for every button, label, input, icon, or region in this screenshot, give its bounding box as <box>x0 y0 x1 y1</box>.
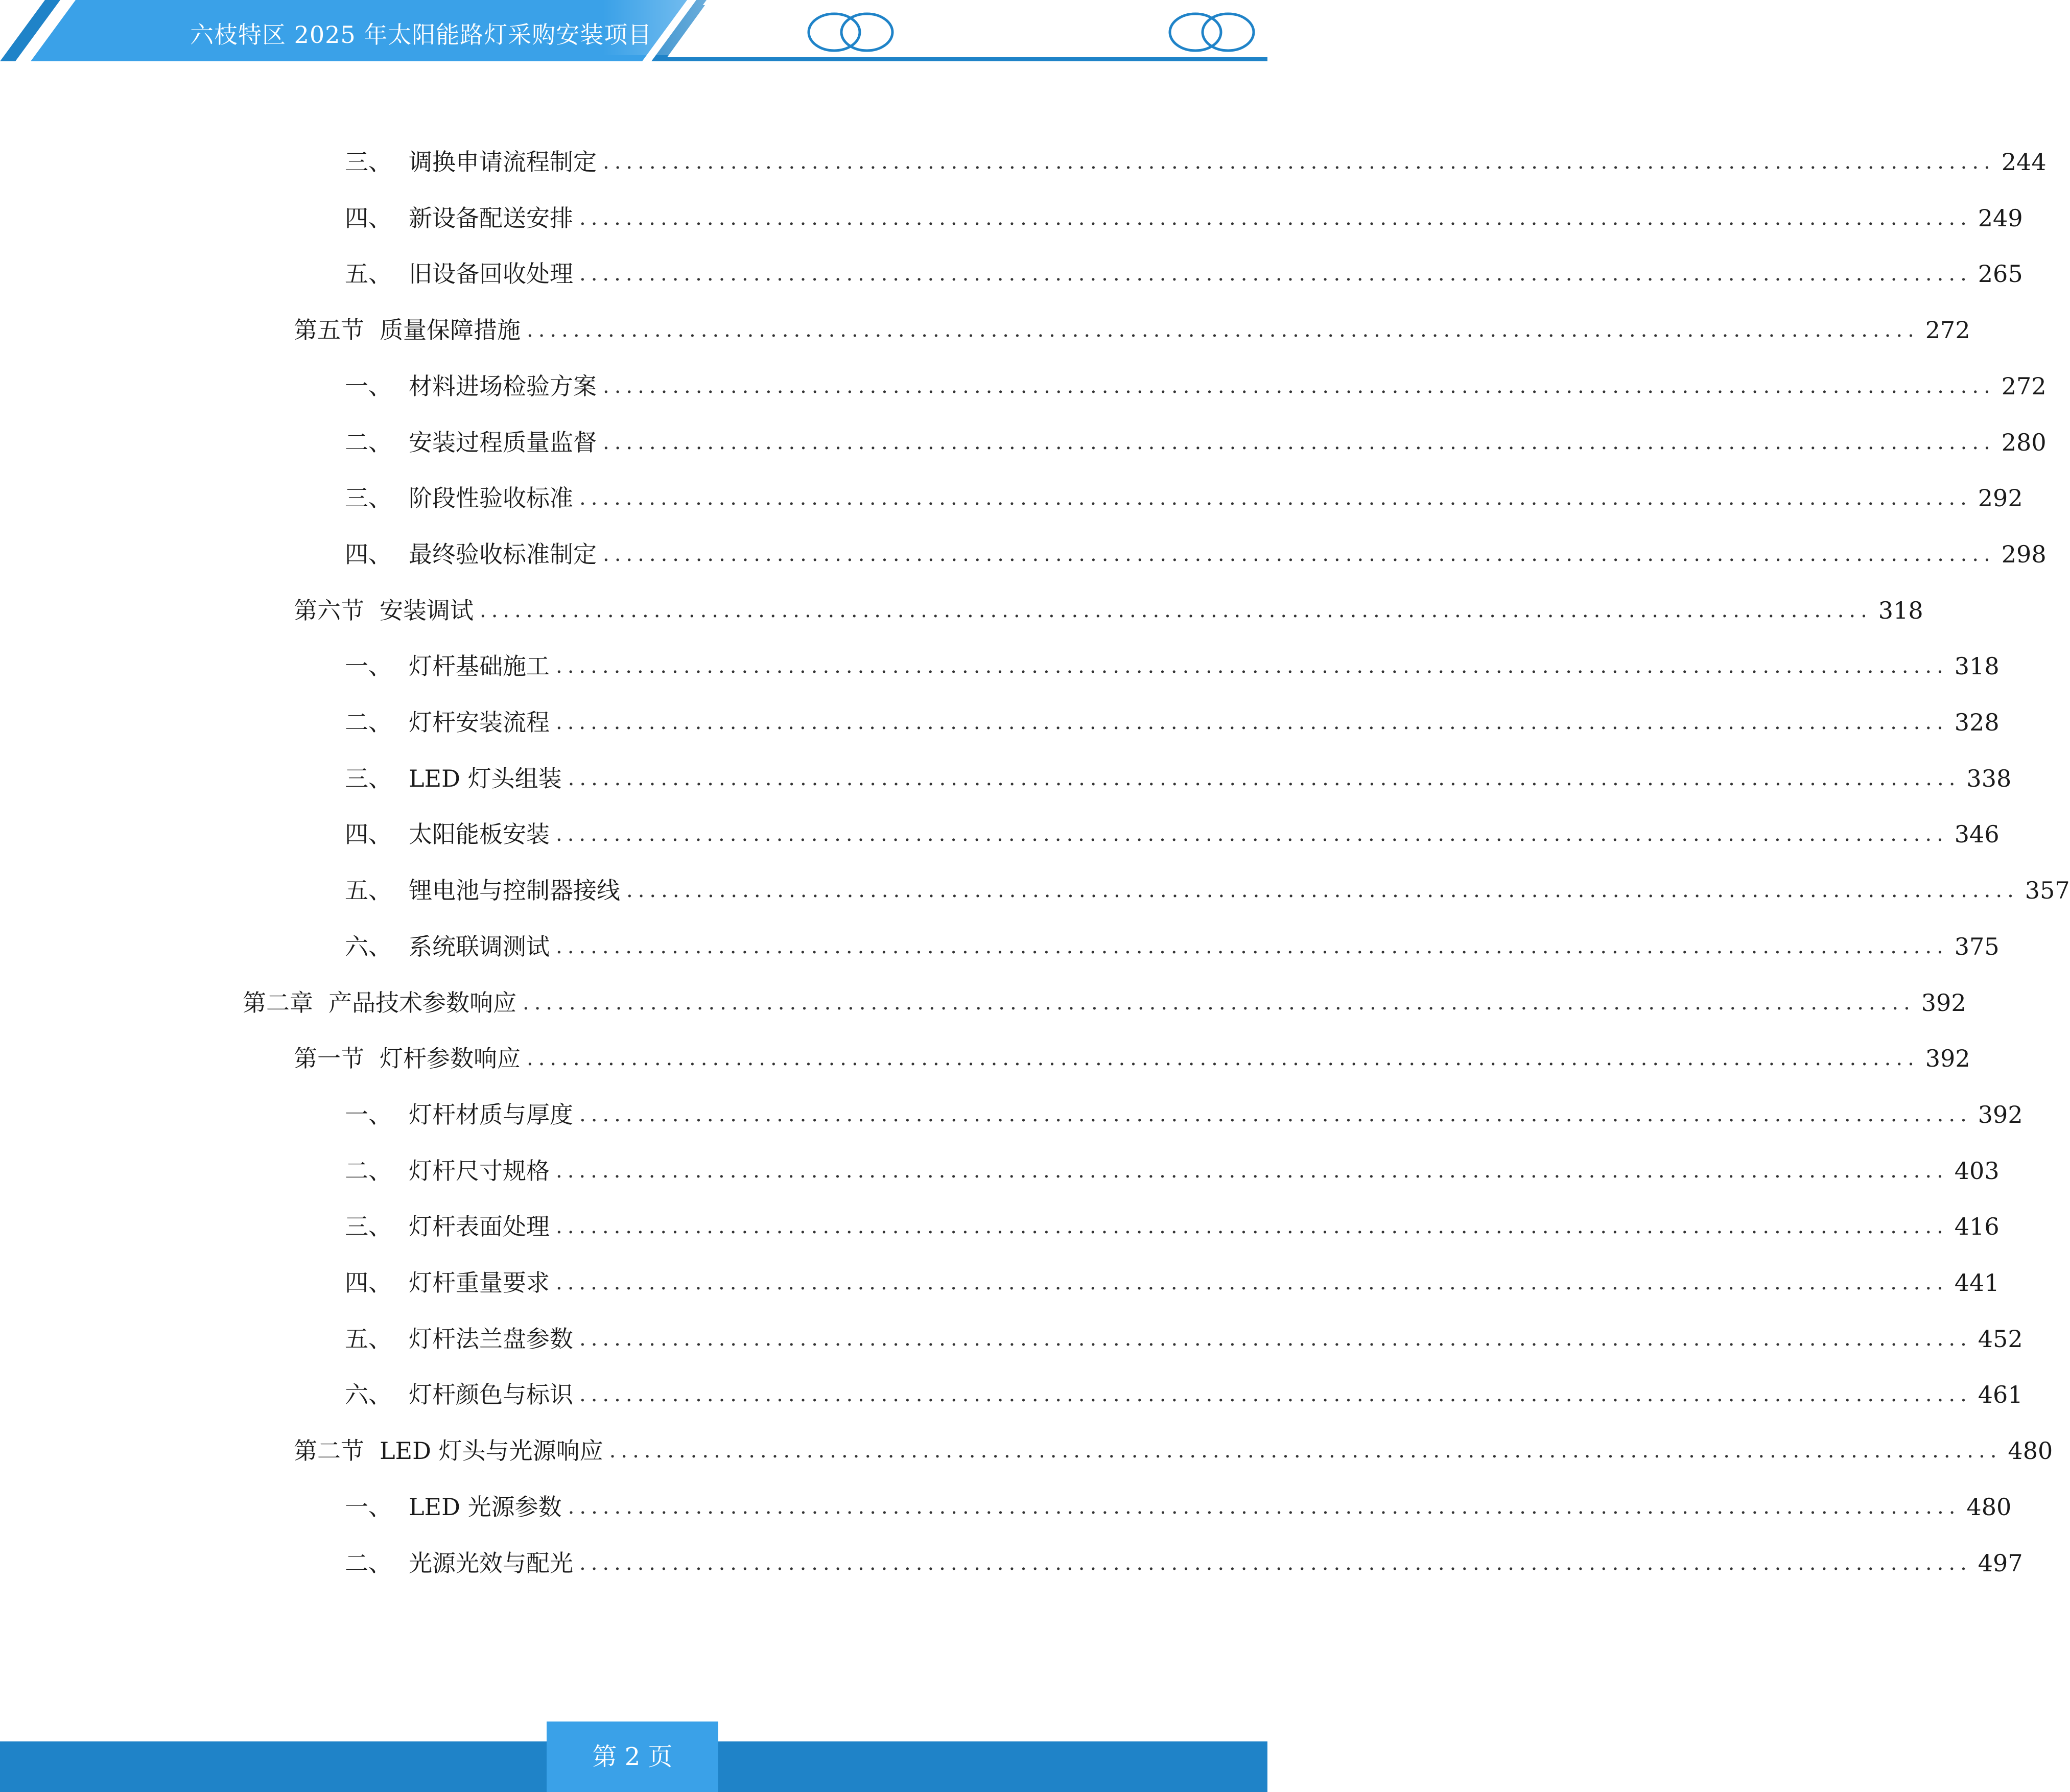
toc-entry-page: 497 <box>1978 1549 2023 1577</box>
toc-dot-leader: ........................................................................................................................ <box>603 374 1995 398</box>
toc-entry[interactable] <box>345 536 2047 572</box>
toc-entry-page: 318 <box>1954 652 2000 680</box>
toc-entry-title: 灯杆参数响应 <box>380 1045 521 1072</box>
toc-dot-leader: ........................................................................................................................ <box>579 206 1972 230</box>
toc-dot-leader: ........................................................................................................................ <box>523 991 1915 1015</box>
toc-entry-page: 392 <box>1921 989 1966 1017</box>
toc-entry-page: 346 <box>1954 820 2000 848</box>
toc-entry[interactable] <box>345 761 2012 796</box>
toc-dot-leader: ........................................................................................................................ <box>556 822 1948 846</box>
toc-entry-page: 416 <box>1954 1213 2000 1240</box>
toc-entry-number: 四、 <box>345 540 392 568</box>
toc-dot-leader: ........................................................................................................................ <box>579 1327 1972 1351</box>
toc-entry-title: 灯杆基础施工 <box>409 652 550 680</box>
toc-dot-leader: ........................................................................................................................ <box>579 486 1972 510</box>
toc-entry-page: 280 <box>2001 429 2047 456</box>
toc-entry[interactable] <box>345 480 2023 516</box>
toc-entry-title: LED 灯头组装 <box>409 765 562 792</box>
toc-entry-number: 三、 <box>345 1213 392 1240</box>
toc-entry[interactable] <box>294 1041 1970 1076</box>
toc-entry[interactable] <box>345 1153 2000 1189</box>
toc-entry-title: 灯杆颜色与标识 <box>409 1381 573 1408</box>
toc-entry-page: 272 <box>1925 316 1970 344</box>
toc-entry-number: 第一节 <box>294 1045 364 1072</box>
rings-logo-icon <box>805 11 897 53</box>
toc-dot-leader: ........................................................................................................................ <box>527 1047 1919 1070</box>
toc-entry-number: 五、 <box>345 1325 392 1353</box>
toc-entry-page: 452 <box>1978 1325 2023 1353</box>
toc-entry-title: 安装过程质量监督 <box>409 429 597 456</box>
toc-entry[interactable] <box>345 368 2047 404</box>
toc-entry-number: 第二节 <box>294 1437 364 1465</box>
toc-entry-number: 二、 <box>345 429 392 456</box>
toc-entry[interactable] <box>345 1321 2023 1357</box>
toc-dot-leader: ........................................................................................................................ <box>556 711 1948 734</box>
toc-entry-page: 292 <box>1978 484 2023 512</box>
toc-entry[interactable] <box>345 1489 2012 1525</box>
rings-logo-icon <box>1166 11 1258 53</box>
toc-entry-page: 375 <box>1954 933 2000 960</box>
toc-entry-number: 第六节 <box>294 597 364 624</box>
toc-entry-title: 质量保障措施 <box>380 316 521 344</box>
toc-entry[interactable] <box>345 1377 2023 1412</box>
toc-entry-number: 四、 <box>345 204 392 232</box>
toc-entry-page: 338 <box>1966 765 2012 792</box>
toc-dot-leader: ........................................................................................................................ <box>579 1103 1972 1126</box>
toc-entry-number: 三、 <box>345 765 392 792</box>
toc-entry[interactable] <box>345 873 2070 908</box>
toc-entry-page: 244 <box>2001 148 2047 176</box>
toc-entry[interactable] <box>243 985 1966 1021</box>
toc-entry-page: 480 <box>2008 1437 2053 1465</box>
toc-dot-leader: ........................................................................................................................ <box>480 599 1872 622</box>
toc-entry-page: 480 <box>1966 1493 2012 1521</box>
toc-entry-page: 357 <box>2025 877 2070 904</box>
toc-entry-page: 392 <box>1978 1101 2023 1128</box>
toc-entry-title: 最终验收标准制定 <box>409 540 597 568</box>
toc-entry-title: 灯杆材质与厚度 <box>409 1101 573 1128</box>
toc-entry-title: 灯杆重量要求 <box>409 1269 550 1296</box>
toc-entry-number: 四、 <box>345 820 392 848</box>
toc-dot-leader: ........................................................................................................................ <box>626 879 2019 902</box>
toc-dot-leader: ........................................................................................................................ <box>603 543 1995 566</box>
toc-entry-number: 六、 <box>345 1381 392 1408</box>
toc-dot-leader: ........................................................................................................................ <box>556 1159 1948 1183</box>
toc-entry-title: 阶段性验收标准 <box>409 484 573 512</box>
toc-entry-number: 二、 <box>345 709 392 736</box>
document-title: 六枝特区 2025 年太阳能路灯采购安装项目 <box>190 21 652 49</box>
toc-entry[interactable] <box>345 929 2000 964</box>
toc-entry-page: 392 <box>1925 1045 1970 1072</box>
toc-dot-leader: ........................................................................................................................ <box>609 1439 2002 1463</box>
page-header <box>0 0 1267 72</box>
toc-entry-title: 光源光效与配光 <box>409 1549 573 1577</box>
toc-entry[interactable] <box>345 1265 2000 1301</box>
toc-entry[interactable] <box>294 1433 2053 1469</box>
toc-entry-page: 318 <box>1878 597 1923 624</box>
toc-entry[interactable] <box>345 1545 2023 1581</box>
toc-entry-number: 一、 <box>345 1493 392 1521</box>
toc-dot-leader: ........................................................................................................................ <box>556 1271 1948 1294</box>
toc-entry-title: LED 灯头与光源响应 <box>380 1437 603 1465</box>
toc-entry[interactable] <box>345 816 2000 852</box>
toc-entry[interactable] <box>294 593 1923 628</box>
toc-entry[interactable] <box>345 1097 2023 1133</box>
toc-entry-title: LED 光源参数 <box>409 1493 562 1521</box>
toc-entry-number: 二、 <box>345 1157 392 1185</box>
toc-entry-number: 三、 <box>345 484 392 512</box>
toc-entry[interactable] <box>345 256 2023 292</box>
toc-entry-page: 461 <box>1978 1381 2023 1408</box>
toc-dot-leader: ........................................................................................................................ <box>579 262 1972 286</box>
toc-entry-title: 材料进场检验方案 <box>409 372 597 400</box>
toc-entry-number: 六、 <box>345 933 392 960</box>
toc-dot-leader: ........................................................................................................................ <box>579 1551 1972 1575</box>
toc-entry-page: 272 <box>2001 372 2047 400</box>
toc-entry-title: 灯杆表面处理 <box>409 1213 550 1240</box>
toc-entry-page: 403 <box>1954 1157 2000 1185</box>
page-number: 第 2 页 <box>547 1722 718 1792</box>
toc-entry-number: 五、 <box>345 877 392 904</box>
toc-entry-number: 一、 <box>345 1101 392 1128</box>
toc-entry[interactable] <box>345 144 2047 180</box>
toc-entry-page: 265 <box>1978 260 2023 288</box>
toc-entry-page: 298 <box>2001 540 2047 568</box>
toc-entry[interactable] <box>294 312 1970 348</box>
toc-entry[interactable] <box>345 200 2023 236</box>
toc-entry-title: 系统联调测试 <box>409 933 550 960</box>
toc-entry-number: 三、 <box>345 148 392 176</box>
toc-entry-number: 二、 <box>345 1549 392 1577</box>
toc-entry-title: 太阳能板安装 <box>409 820 550 848</box>
toc-entry[interactable] <box>345 704 2000 740</box>
toc-entry[interactable] <box>345 648 2000 684</box>
toc-dot-leader: ........................................................................................................................ <box>603 431 1995 454</box>
toc-dot-leader: ........................................................................................................................ <box>556 935 1948 958</box>
toc-entry-number: 五、 <box>345 260 392 288</box>
toc-dot-leader: ........................................................................................................................ <box>527 318 1919 342</box>
toc-entry-title: 灯杆安装流程 <box>409 709 550 736</box>
toc-dot-leader: ........................................................................................................................ <box>556 654 1948 678</box>
toc-entry[interactable] <box>345 425 2047 460</box>
toc-entry-title: 灯杆法兰盘参数 <box>409 1325 573 1353</box>
toc-entry-page: 441 <box>1954 1269 2000 1296</box>
toc-dot-leader: ........................................................................................................................ <box>568 1495 1961 1519</box>
toc-entry-title: 灯杆尺寸规格 <box>409 1157 550 1185</box>
toc-entry-number: 一、 <box>345 372 392 400</box>
toc-entry[interactable] <box>345 1209 2000 1244</box>
toc-dot-leader: ........................................................................................................................ <box>556 1215 1948 1238</box>
toc-entry-number: 四、 <box>345 1269 392 1296</box>
toc-entry-title: 新设备配送安排 <box>409 204 573 232</box>
toc-entry-number: 第二章 <box>243 989 313 1017</box>
toc-entry-page: 249 <box>1978 204 2023 232</box>
toc-entry-page: 328 <box>1954 709 2000 736</box>
toc-dot-leader: ........................................................................................................................ <box>603 150 1995 174</box>
toc-entry-title: 产品技术参数响应 <box>328 989 516 1017</box>
toc-entry-title: 安装调试 <box>380 597 474 624</box>
toc-dot-leader: ........................................................................................................................ <box>568 767 1961 790</box>
toc-entry-title: 旧设备回收处理 <box>409 260 573 288</box>
toc-entry-number: 一、 <box>345 652 392 680</box>
toc-dot-leader: ........................................................................................................................ <box>579 1383 1972 1406</box>
toc-entry-number: 第五节 <box>294 316 364 344</box>
toc-entry-title: 调换申请流程制定 <box>409 148 597 176</box>
toc-entry-title: 锂电池与控制器接线 <box>409 877 620 904</box>
